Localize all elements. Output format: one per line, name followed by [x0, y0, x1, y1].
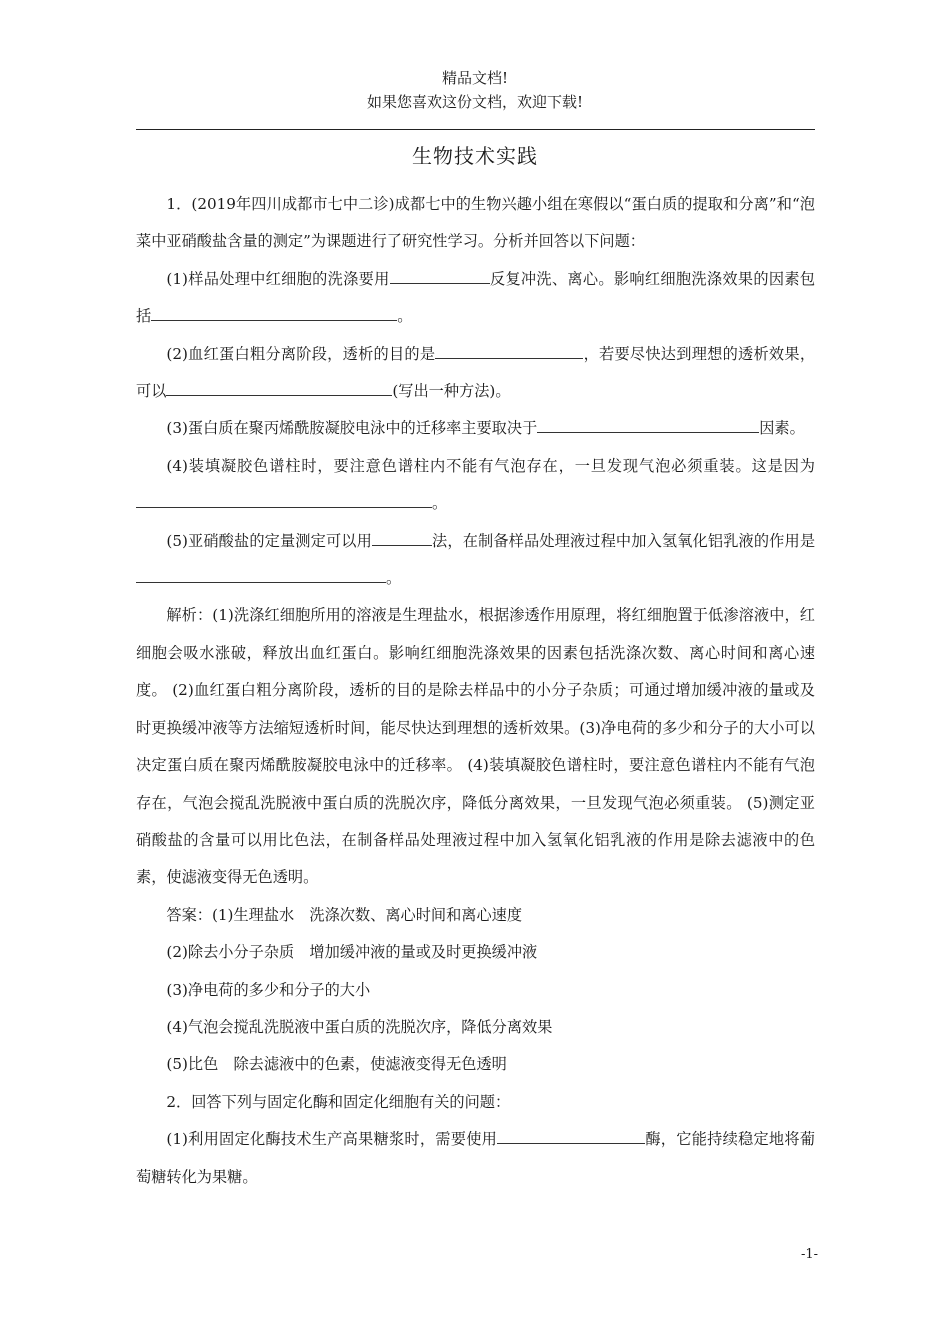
analysis-paragraph: 解析：(1)洗涤红细胞所用的溶液是生理盐水，根据渗透作用原理，将红细胞置于低渗溶液中，红细胞会吸水涨破，释放出血红蛋白。影响红细胞洗涤效果的因素包括洗涤次数、离心时间和离心速度。 (2)血红蛋白粗分离阶段，透析的目的是除去样品中的小分子杂质；可通过增加缓冲液的量或及时更换缓冲液等方法缩短透析时间，能尽快达到理想的透析效果。(3)净电荷的多少和分子的大小可以决定蛋白质在聚丙烯酰胺凝胶电泳中的迁移率。 (4)装填凝胶色谱柱时，要注意色谱柱内不能有气泡存在，气泡会搅乱洗脱液中蛋白质的洗脱次序，降低分离效果，一旦发现气泡必须重装。 (5)测定亚硝酸盐的含量可以用比色法，在制备样品处理液过程中加入氢氧化铝乳液的作用是除去滤液中的色素，使滤液变得无色透明。: [136, 606, 815, 887]
header-line-2: 如果您喜欢这份文档，欢迎下载!: [366, 93, 584, 111]
header-line-1: 精品文档!: [441, 69, 509, 87]
question-2-part-1: [136, 1121, 815, 1196]
answer-blank: [372, 544, 432, 546]
q1-p3-text-a: (3)蛋白质在聚丙烯酰胺凝胶电泳中的迁移率主要取决于: [166, 419, 538, 438]
question-2-stem: 2．回答下列与固定化酶和固定化细胞有关的问题：: [166, 1092, 511, 1111]
question-1-part-2: [136, 336, 815, 411]
question-1-part-5: [136, 523, 815, 598]
answer-blank: [151, 319, 397, 321]
q1-p3-text-b: 因素。: [759, 419, 805, 438]
q1-p5-text-a: (5)亚硝酸盐的定量测定可以用: [166, 531, 372, 550]
q1-p2-text-b: ，若要尽快达到理想的透析效果，可以: [136, 344, 816, 401]
answer-line-4: (4)气泡会搅乱洗脱液中蛋白质的洗脱次序，降低分离效果: [166, 1017, 553, 1036]
answer-line-3: (3)净电荷的多少和分子的大小: [166, 980, 371, 999]
answer-line-1: 答案：(1)生理盐水 洗涤次数、离心时间和离心速度: [166, 905, 523, 924]
answer-blank: [166, 394, 392, 396]
question-1-part-3: [136, 410, 815, 447]
answer-blank: [537, 431, 759, 433]
page-number: -1-: [800, 1247, 818, 1262]
document-body: [136, 186, 815, 1196]
q1-p5-text-c: 。: [386, 569, 402, 588]
q1-p1-text-c: 。: [397, 307, 413, 326]
q1-p2-text-c: (写出一种方法)。: [392, 382, 511, 401]
answer-blank: [136, 581, 386, 583]
q1-p1-text-b: 反复冲洗、离心。影响红细胞洗涤效果的因素包括: [136, 269, 816, 326]
answer-blank: [390, 282, 490, 284]
question-1-stem: 1．(2019年四川成都市七中二诊)成都七中的生物兴趣小组在寒假以“蛋白质的提取和分离”和“泡菜中亚硝酸盐含量的测定”为课题进行了研究性学习。分析并回答以下问题：: [136, 195, 815, 251]
answer-blank: [435, 357, 583, 359]
question-1-part-1: [136, 261, 815, 336]
header-divider: [136, 129, 815, 130]
q2-p1-text-a: (1)利用固定化酶技术生产高果糖浆时，需要使用: [166, 1130, 498, 1149]
q1-p1-text-a: (1)样品处理中红细胞的洗涤要用: [166, 269, 390, 288]
q1-p4-text-b: 。: [432, 494, 448, 513]
answer-line-2: (2)除去小分子杂质 增加缓冲液的量或及时更换缓冲液: [166, 943, 538, 962]
q1-p4-text-a: (4)装填凝胶色谱柱时，要注意色谱柱内不能有气泡存在，一旦发现气泡必须重装。这是因为: [166, 456, 815, 475]
q1-p2-text-a: (2)血红蛋白粗分离阶段，透析的目的是: [166, 344, 436, 363]
page-title: 生物技术实践: [412, 144, 538, 168]
q2-p1-text-b: 酶，它能持续稳定地将葡萄糖转化为果糖。: [136, 1130, 816, 1186]
q1-p5-text-b: 法，在制备样品处理液过程中加入氢氧化铝乳液的作用是: [431, 531, 816, 550]
answer-blank: [136, 506, 432, 508]
question-1-part-4: [136, 448, 815, 523]
document-header: [0, 66, 950, 114]
answer-line-5: (5)比色 除去滤液中的色素，使滤液变得无色透明: [166, 1055, 507, 1074]
answer-blank: [497, 1142, 645, 1144]
